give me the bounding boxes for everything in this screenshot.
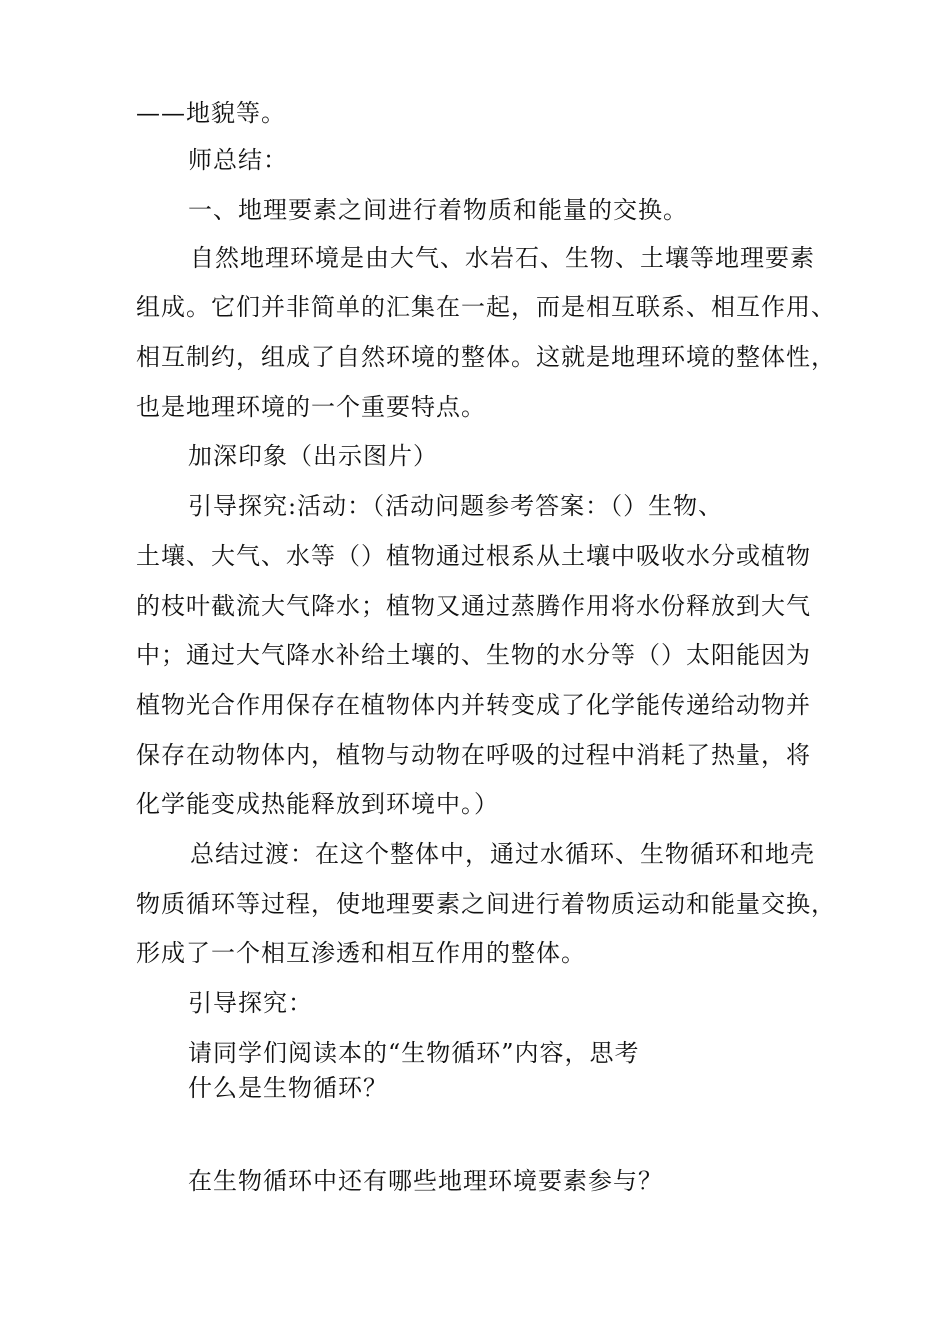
text-line-15: 化学能变成热能释放到环境中。） [136,790,499,818]
text-line-21: 什么是生物循环？ [188,1074,388,1102]
text-line-5: 组成。它们并非简单的汇集在一起，而是相互联系、相互作用、 [136,293,836,321]
text-line-14: 保存在动物体内，植物与动物在呼吸的过程中消耗了热量，将 [136,741,811,769]
text-line-12: 中；通过大气降水补给土壤的、生物的水分等（）太阳能因为 [136,641,811,669]
text-line-6: 相互制约，组成了自然环境的整体。这就是地理环境的整体性， [136,343,836,371]
text-line-13: 植物光合作用保存在植物体内并转变成了化学能传递给动物并 [136,691,811,719]
text-line-20: 请同学们阅读本的“生物循环”内容，思考 [188,1039,640,1067]
text-line-10: 土壤、大气、水等（）植物通过根系从土壤中吸收水分或植物 [136,542,811,570]
text-line-18: 形成了一个相互渗透和相互作用的整体。 [136,939,586,967]
text-line-7: 也是地理环境的一个重要特点。 [136,393,486,421]
text-line-19: 引导探究： [188,989,313,1017]
text-line-17: 物质循环等过程，使地理要素之间进行着物质运动和能量交换， [136,890,836,918]
text-line-16: 总结过渡：在这个整体中，通过水循环、生物循环和地壳 [190,840,815,868]
text-line-1: ——地貌等。 [136,99,286,127]
text-line-3: 一、地理要素之间进行着物质和能量的交换。 [188,196,688,224]
text-line-22: 在生物循环中还有哪些地理环境要素参与？ [188,1167,663,1195]
text-line-11: 的枝叶截流大气降水；植物又通过蒸腾作用将水份释放到大气 [136,592,811,620]
text-line-2: 师总结： [188,146,288,174]
text-line-8: 加深印象（出示图片） [188,442,438,470]
text-line-4: 自然地理环境是由大气、水岩石、生物、土壤等地理要素 [190,244,815,272]
text-line-9: 引导探究:活动：（活动问题参考答案：（）生物、 [188,492,724,520]
